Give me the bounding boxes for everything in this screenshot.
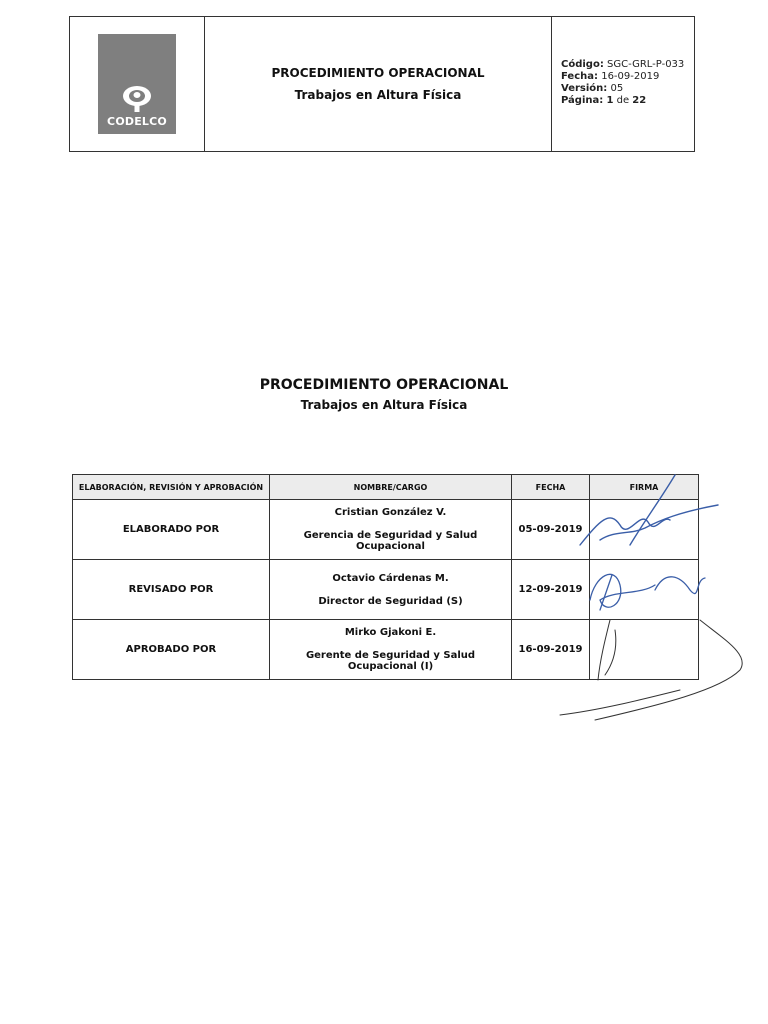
table-row bbox=[73, 560, 699, 620]
name-role-cell bbox=[270, 500, 512, 560]
table-row bbox=[73, 500, 699, 560]
signature-cell bbox=[590, 500, 699, 560]
header-title-cell bbox=[205, 17, 552, 151]
person-name: Octavio Cárdenas M. bbox=[332, 572, 449, 584]
date-cell: 16-09-2019 bbox=[512, 620, 590, 680]
header-title: PROCEDIMIENTO OPERACIONAL bbox=[271, 66, 485, 80]
table-row bbox=[73, 620, 699, 680]
name-role-cell bbox=[270, 620, 512, 680]
stage-cell: APROBADO POR bbox=[73, 620, 270, 680]
logo-text: CODELCO bbox=[107, 115, 167, 128]
stage-cell: REVISADO POR bbox=[73, 560, 270, 620]
document-header bbox=[69, 16, 695, 152]
name-role-cell bbox=[270, 560, 512, 620]
person-role: Gerencia de Seguridad y Salud Ocupacional bbox=[303, 530, 478, 552]
signature-cell bbox=[590, 560, 699, 620]
document-meta bbox=[552, 17, 694, 151]
meta-fecha: Fecha: 16-09-2019 bbox=[561, 71, 660, 82]
header-name-role: NOMBRE/CARGO bbox=[270, 475, 512, 500]
person-role: Director de Seguridad (S) bbox=[318, 595, 463, 607]
person-role: Gerente de Seguridad y Salud Ocupacional (I) bbox=[305, 650, 476, 672]
approval-table-header bbox=[73, 475, 699, 500]
document-subtitle: Trabajos en Altura Física bbox=[300, 398, 468, 412]
meta-pagina: Página: 1 de 22 bbox=[561, 95, 647, 106]
logo-cell bbox=[70, 17, 205, 151]
header-subtitle: Trabajos en Altura Física bbox=[294, 88, 462, 102]
header-date: FECHA bbox=[512, 475, 590, 500]
meta-version: Versión: 05 bbox=[561, 83, 624, 94]
approval-table bbox=[72, 474, 699, 680]
header-signature: FIRMA bbox=[590, 475, 699, 500]
date-cell: 12-09-2019 bbox=[512, 560, 590, 620]
meta-codigo: Código: SGC-GRL-P-033 bbox=[561, 59, 685, 70]
signature-cell bbox=[590, 620, 699, 680]
document-title: PROCEDIMIENTO OPERACIONAL bbox=[259, 377, 509, 393]
person-name: Cristian González V. bbox=[334, 507, 447, 518]
date-cell: 05-09-2019 bbox=[512, 500, 590, 560]
stage-cell: ELABORADO POR bbox=[73, 500, 270, 560]
codelco-emblem-icon bbox=[120, 83, 154, 113]
header-stage: ELABORACIÓN, REVISIÓN Y APROBACIÓN bbox=[73, 475, 270, 500]
codelco-logo bbox=[98, 34, 176, 134]
person-name: Mirko Gjakoni E. bbox=[344, 627, 437, 638]
